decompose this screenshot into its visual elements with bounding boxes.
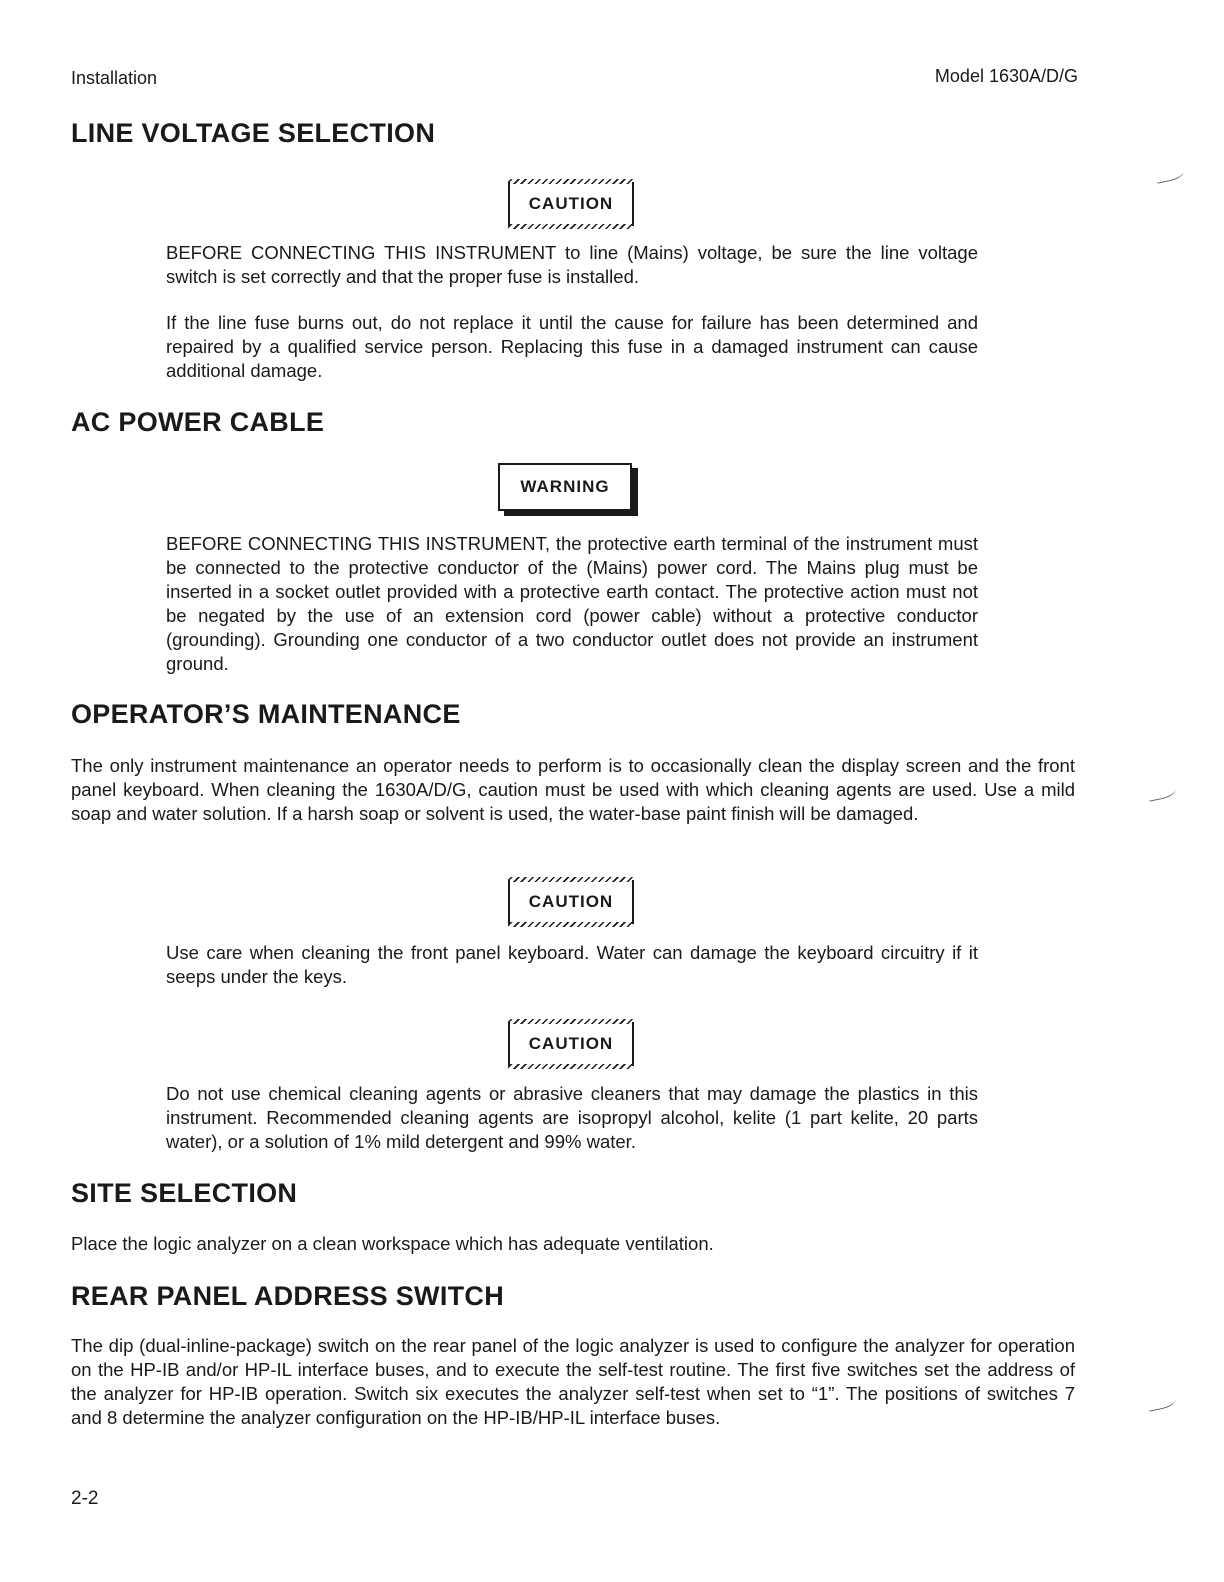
- heading-operators-maintenance: OPERATOR’S MAINTENANCE: [71, 699, 461, 729]
- maintenance-intro-para: The only instrument maintenance an operator needs to perform is to occasionally clean the display screen and the front panel keyboard. When cleaning the 1630A/D/G, caution must be used with which cleaning agents are used. Use a mild soap and water solution. If a harsh soap or solvent is used, the water-base paint finish will be damaged.: [71, 755, 1075, 824]
- margin-mark: [1155, 167, 1185, 184]
- running-header-section: Installation: [71, 68, 158, 88]
- margin-mark: [1147, 1395, 1177, 1412]
- caution-keyboard-text: Use care when cleaning the front panel keyboard. Water can damage the keyboard circuitry if it seeps under the keys.: [166, 942, 978, 987]
- margin-mark: [1147, 785, 1177, 802]
- site-selection-para: Place the logic analyzer on a clean workspace which has adequate ventilation.: [71, 1233, 714, 1254]
- caution-label-keyboard: CAUTION: [508, 880, 634, 924]
- heading-line-voltage-selection: LINE VOLTAGE SELECTION: [71, 118, 436, 148]
- heading-site-selection: SITE SELECTION: [71, 1178, 298, 1208]
- heading-rear-panel-address-switch: REAR PANEL ADDRESS SWITCH: [71, 1281, 505, 1311]
- heading-ac-power-cable: AC POWER CABLE: [71, 407, 325, 437]
- rear-panel-para: The dip (dual-inline-package) switch on the rear panel of the logic analyzer is used to configure the analyzer for operation on the HP-IB and/or HP-IL interface buses, and to execute the self-test routine. The first five switches set the address of the analyzer for HP-IB operation. Switch six executes the analyzer self-test when set to “1”. The positions of switches 7 and 8 determine the analyzer configuration on the HP-IB/HP-IL interface buses.: [71, 1335, 1075, 1428]
- caution-label-line-voltage: CAUTION: [508, 182, 634, 226]
- running-header-model: Model 1630A/D/G: [934, 66, 1078, 86]
- caution-label-cleaning-agents: CAUTION: [508, 1022, 634, 1066]
- caution-cleaning-agents-text: Do not use chemical cleaning agents or abrasive cleaners that may damage the plastics in this instrument. Recommended cleaning agents are isopropyl alcohol, kelite (1 part kelite, 20 parts water), or a solution of 1% mild detergent and 99% water.: [166, 1083, 978, 1152]
- line-voltage-para-1: BEFORE CONNECTING THIS INSTRUMENT to line (Mains) voltage, be sure the line voltage switch is set correctly and that the proper fuse is installed.: [166, 242, 978, 287]
- line-voltage-para-2: If the line fuse burns out, do not replace it until the cause for failure has been determined and repaired by a qualified service person. Replacing this fuse in a damaged instrument can cause additional damage.: [166, 312, 978, 381]
- ac-power-para: BEFORE CONNECTING THIS INSTRUMENT, the protective earth terminal of the instrument must be connected to the protective conductor of the (Mains) power cord. The Mains plug must be inserted in a socket outlet provided with a protective earth contact. The protective action must not be negated by the use of an extension cord (power cable) without a protective conductor (grounding). Grounding one conductor of a two conductor outlet does not provide an instrument ground.: [166, 533, 978, 674]
- warning-label-ac-power: WARNING: [498, 463, 632, 511]
- page-number: 2-2: [71, 1488, 99, 1509]
